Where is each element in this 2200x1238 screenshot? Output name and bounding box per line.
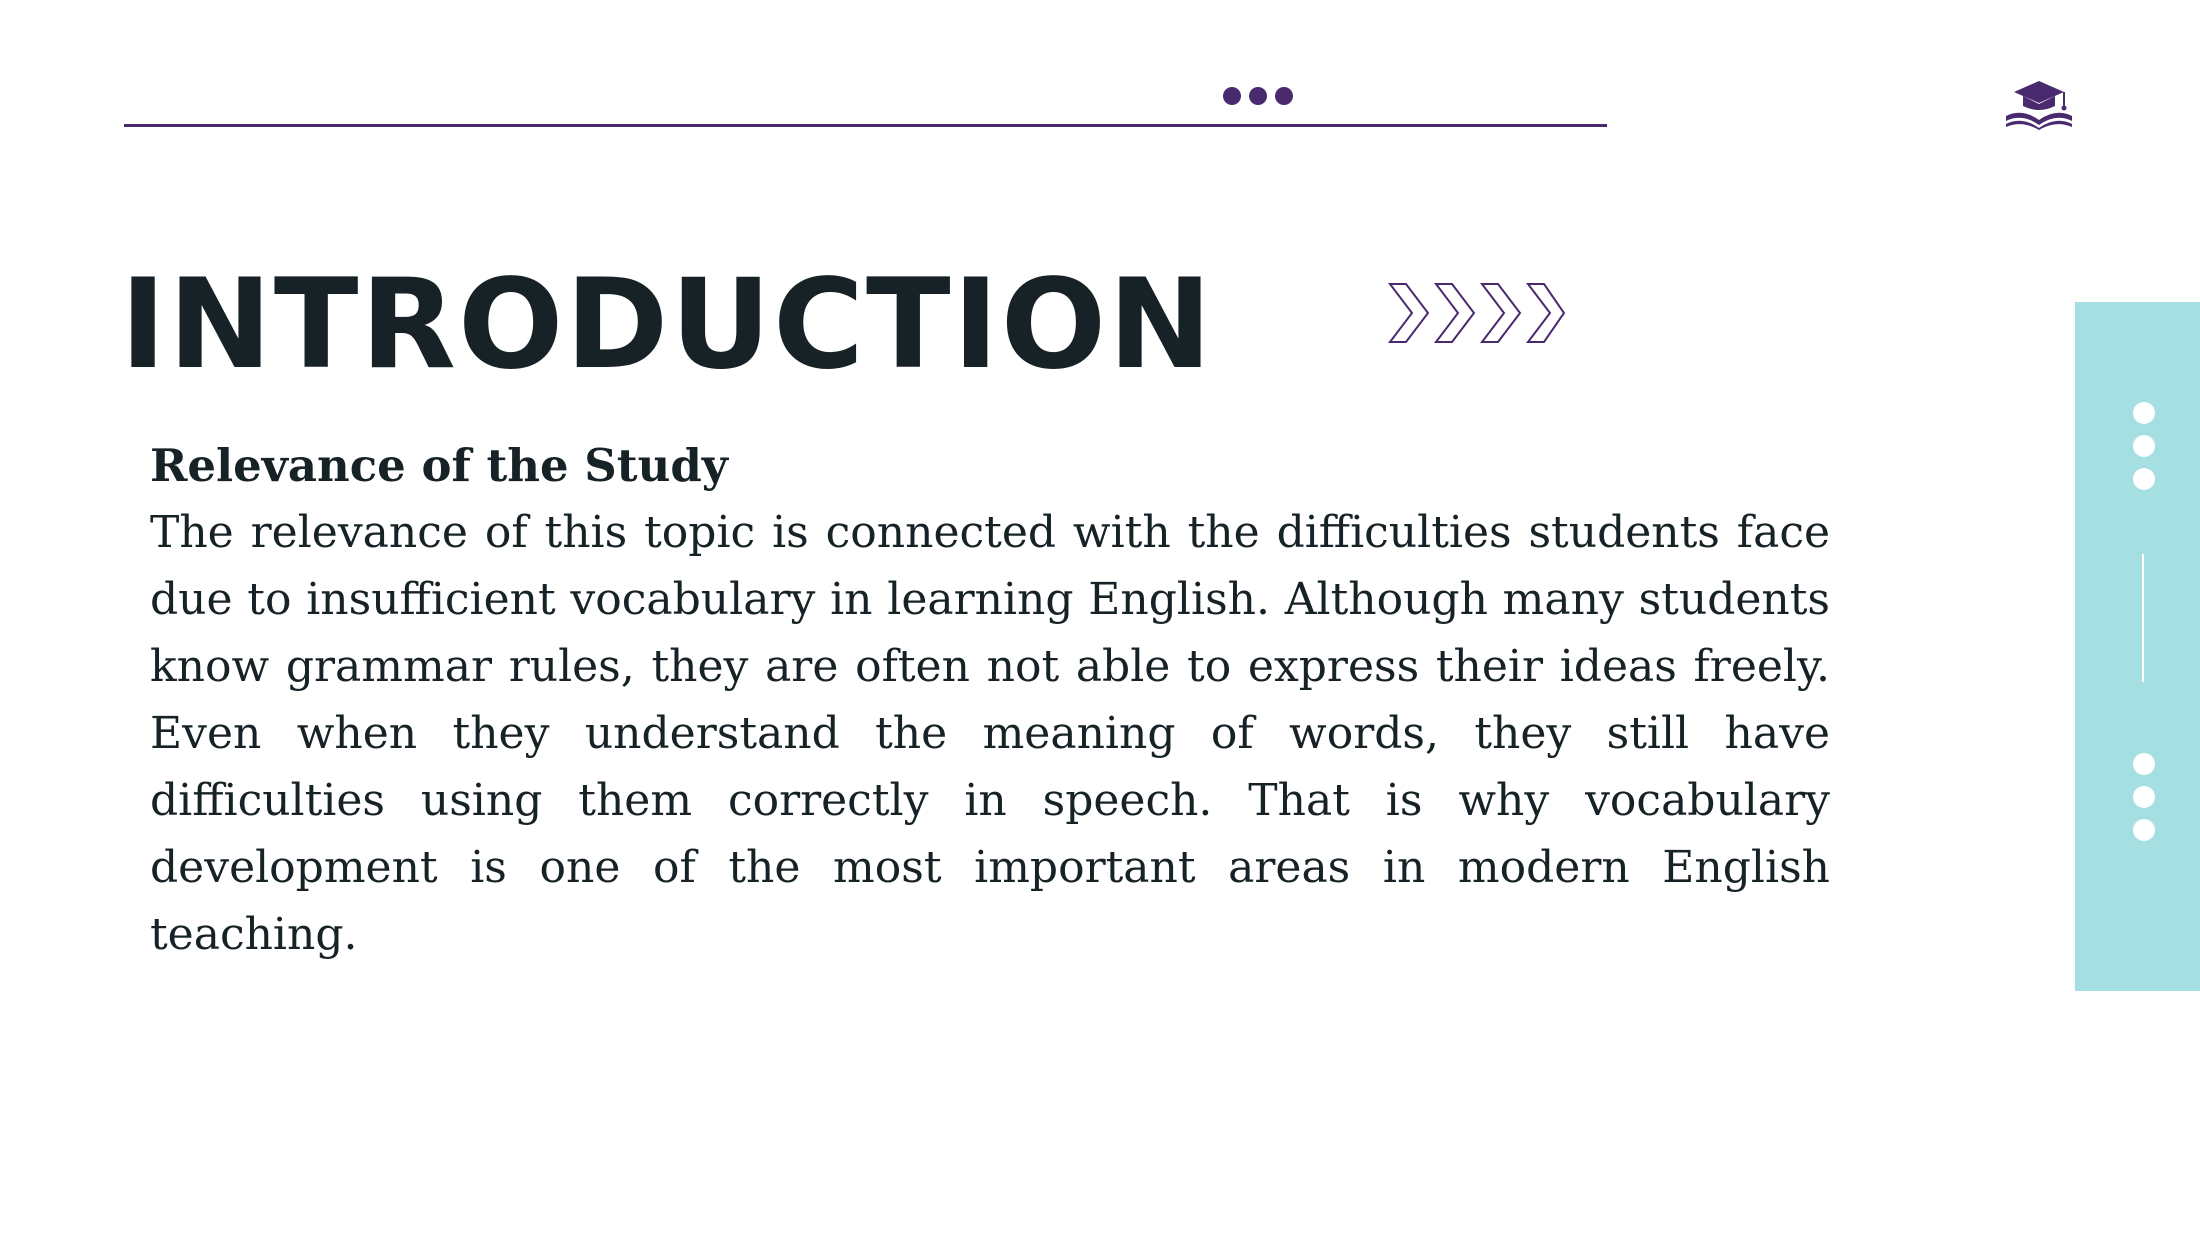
side-divider: [2142, 554, 2144, 682]
three-dots-icon: [1222, 86, 1294, 106]
header-divider: [124, 124, 1607, 127]
graduation-cap-book-icon: [2004, 78, 2074, 130]
chevrons-right-icon: [1386, 278, 1566, 348]
section-subheading: Relevance of the Study: [150, 439, 728, 492]
content-block: [150, 433, 1830, 968]
vertical-dots-icon: [2132, 752, 2156, 842]
body-paragraph: The relevance of this topic is connected with the difficulties students face due to insufficient vocabulary in learning English. Although many students know grammar rules, they are often not able to express their ideas freely. Even when they understand the meaning of words, they still have difficulties using them correctly in speech. That is why vocabulary development is one of the most important areas in modern English teaching.: [150, 507, 1830, 960]
vertical-dots-icon: [2132, 401, 2156, 491]
slide-title: INTRODUCTION: [120, 253, 1214, 397]
side-accent-panel: [2075, 302, 2200, 991]
